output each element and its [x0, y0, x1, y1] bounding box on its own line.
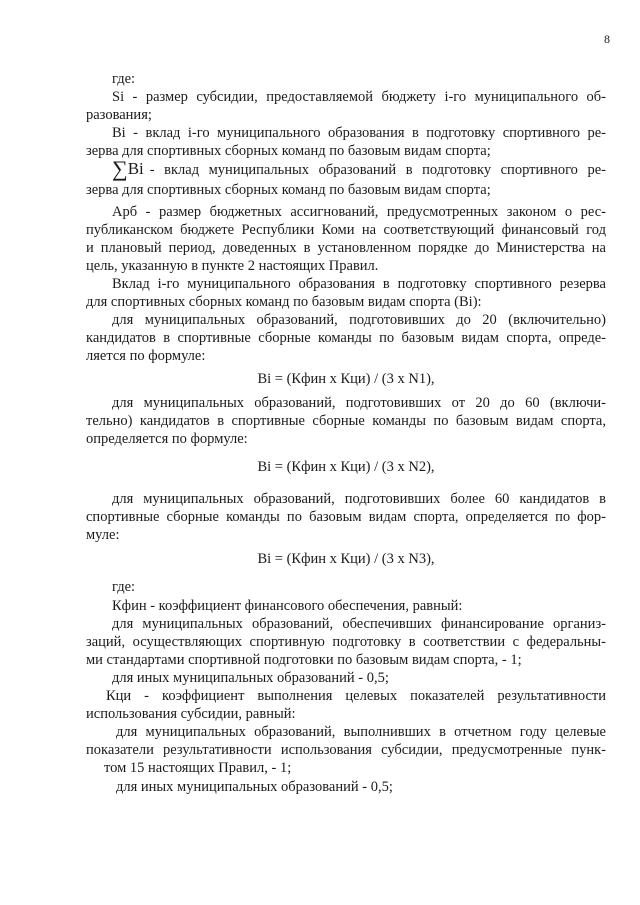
text-line: использования субсидии, равный: [86, 706, 296, 722]
text-line: тельно) кандидатов в спортивные сборные команды по базовым видам спорта, [86, 413, 606, 429]
text-line: Арб - размер бюджетных ассигнований, предусмотренных законом о рес- [112, 204, 606, 220]
text-line: показатели результативности использования субсидии, предусмотренные пунк- [86, 742, 606, 758]
text-line: зерва для спортивных сборных команд по базовым видам спорта; [86, 182, 491, 198]
formula-1: Bi = (Кфин х Кци) / (3 х N1), [257, 371, 435, 387]
text-line: Вклад i-го муниципального образования в подготовку спортивного резерва [112, 276, 606, 292]
text-line: Кци - коэффициент выполнения целевых показателей результативности [106, 688, 606, 704]
text-line: ляется по формуле: [86, 348, 206, 364]
text-line: разования; [86, 107, 152, 123]
text-line: Si - размер субсидии, предоставляемой бюджету i-го муниципального об- [112, 89, 606, 105]
text-line: заций, осуществляющих спортивную подготовку в соответствии с федеральны- [86, 634, 606, 650]
text-line: ми стандартами спортивной подготовки по базовым видам спорта, - 1; [86, 652, 522, 668]
text-line: публиканском бюджете Республики Коми на соответствующий финансовый год [86, 222, 606, 238]
page-number: 8 [604, 32, 610, 46]
text-line: где: [112, 579, 136, 595]
text-line: где: [112, 71, 136, 87]
text-line: и плановый период, доведенных в установленном порядке до Министерства на [86, 240, 606, 256]
text-line: муле: [86, 527, 120, 543]
sum-symbol: ∑ [112, 156, 128, 181]
text-line: Bi - вклад i-го муниципального образования в подготовку спортивного ре- [112, 125, 606, 141]
text-line: том 15 настоящих Правил, - 1; [104, 760, 292, 776]
text-line: для муниципальных образований, подготовивших до 20 (включительно) [112, 312, 606, 328]
text-line: цель, указанную в пункте 2 настоящих Правил. [86, 258, 379, 274]
text-line: определяется по формуле: [86, 431, 248, 447]
text-line: спортивные сборные команды по базовым видам спорта, определяется по фор- [86, 509, 606, 525]
text-line: для иных муниципальных образований - 0,5; [112, 670, 389, 686]
sum-variable: Bi [127, 159, 144, 178]
formula-3: Bi = (Кфин х Кци) / (3 х N3), [257, 551, 435, 567]
sum-definition-line [112, 156, 606, 181]
text-line: для муниципальных образований, обеспечивших финансирование организ- [112, 616, 606, 632]
text-line: для спортивных сборных команд по базовым видам спорта (Bi): [86, 294, 482, 310]
text-line: для муниципальных образований, выполнивших в отчетном году целевые [116, 724, 606, 740]
text-fragment: - вклад муниципальных образований в подготовку спортивного ре- [149, 162, 606, 178]
text-line: зерва для спортивных сборных команд по базовым видам спорта; [86, 143, 491, 159]
text-line: для иных муниципальных образований - 0,5; [116, 779, 393, 795]
text-line: кандидатов в спортивные сборные команды по базовым видам спорта, опреде- [86, 330, 606, 346]
text-line: для муниципальных образований, подготовивших от 20 до 60 (включи- [112, 395, 606, 411]
formula-2: Bi = (Кфин х Кци) / (3 х N2), [257, 459, 435, 475]
text-line: Кфин - коэффициент финансового обеспечения, равный: [112, 598, 463, 614]
text-line: для муниципальных образований, подготовивших более 60 кандидатов в [112, 491, 606, 507]
